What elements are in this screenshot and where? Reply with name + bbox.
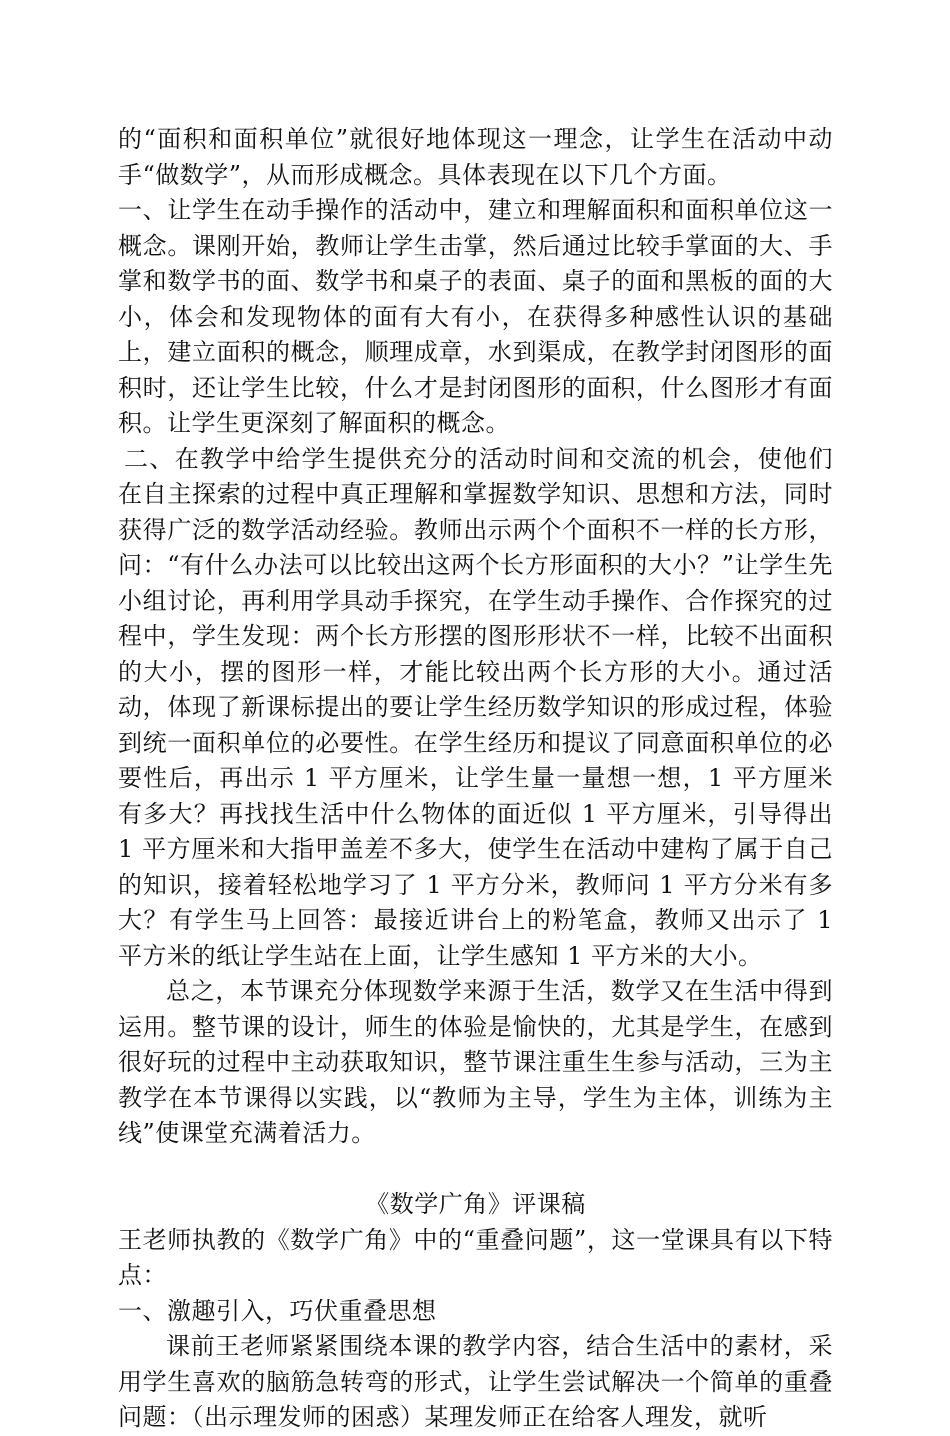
paragraph-point-two: 二、在教学中给学生提供充分的活动时间和交流的机会，使他们在自主探索的过程中真正理解和掌握数学知识、思想和方法，同时获得广泛的数学活动经验。教师出示两个个面积不一样的长方形，问：“有什么办法可以比较出这两个长方形面积的大小？”让学生先小组讨论，再利用学具动手探究，在学生动手操作、合作探究的过程中，学生发现：两个长方形摆的图形形状不一样，比较不出面积的大小，摆的图形一样，才能比较出两个长方形的大小。通过活动，体现了新课标提出的要让学生经历数学知识的形成过程，体验到统一面积单位的必要性。在学生经历和提议了同意面积单位的必要性后，再出示 1 平方厘米，让学生量一量想一想，1 平方厘米有多大？再找找生活中什么物体的面近似 1 平方厘米，引导得出 1 平方厘米和大指甲盖差不多大，使学生在活动中建构了属于自己的知识，接着轻松地学习了 1 平方分米，教师问 1 平方分米有多大？有学生马上回答：最接近讲台上的粉笔盒，教师又出示了 1 平方米的纸让学生站在上面，让学生感知 1 平方米的大小。 [118, 444, 833, 970]
section-heading-one: 一、激趣引入，巧伏重叠思想 [118, 1296, 437, 1325]
section-intro: 王老师执教的《数学广角》中的“重叠问题”，这一堂课具有以下特点： [118, 1225, 833, 1289]
paragraph-intro: 的“面积和面积单位”就很好地体现这一理念，让学生在活动中动手“做数学”，从而形成概念。具体表现在以下几个方面。 [118, 125, 833, 189]
paragraph-summary: 总之，本节课充分体现数学来源于生活，数学又在生活中得到运用。整节课的设计，师生的体验是愉快的，尤其是学生，在感到很好玩的过程中主动获取知识，整节课注重生生参与活动，三为主教学在本节课得以实践，以“教师为主导，学生为主体，训练为主线”使课堂充满着活力。 [118, 977, 833, 1147]
section-title: 《数学广角》评课稿 [365, 1190, 586, 1218]
document-page [118, 122, 833, 1436]
section-paragraph-one: 课前王老师紧紧围绕本课的教学内容，结合生活中的素材，采用学生喜欢的脑筋急转弯的形式，让学生尝试解决一个简单的重叠问题：（出示理发师的困惑）某理发师正在给客人理发，就听 [118, 1332, 833, 1431]
paragraph-point-one: 一、让学生在动手操作的活动中，建立和理解面积和面积单位这一概念。课刚开始，教师让学生击掌，然后通过比较手掌面的大、手掌和数学书的面、数学书和桌子的表面、桌子的面和黑板的面的大小，体会和发现物体的面有大有小，在获得多种感性认识的基础上，建立面积的概念，顺理成章，水到渠成，在教学封闭图形的面积时，还让学生比较，什么才是封闭图形的面积，什么图形才有面积。让学生更深刻了解面积的概念。 [118, 196, 833, 437]
